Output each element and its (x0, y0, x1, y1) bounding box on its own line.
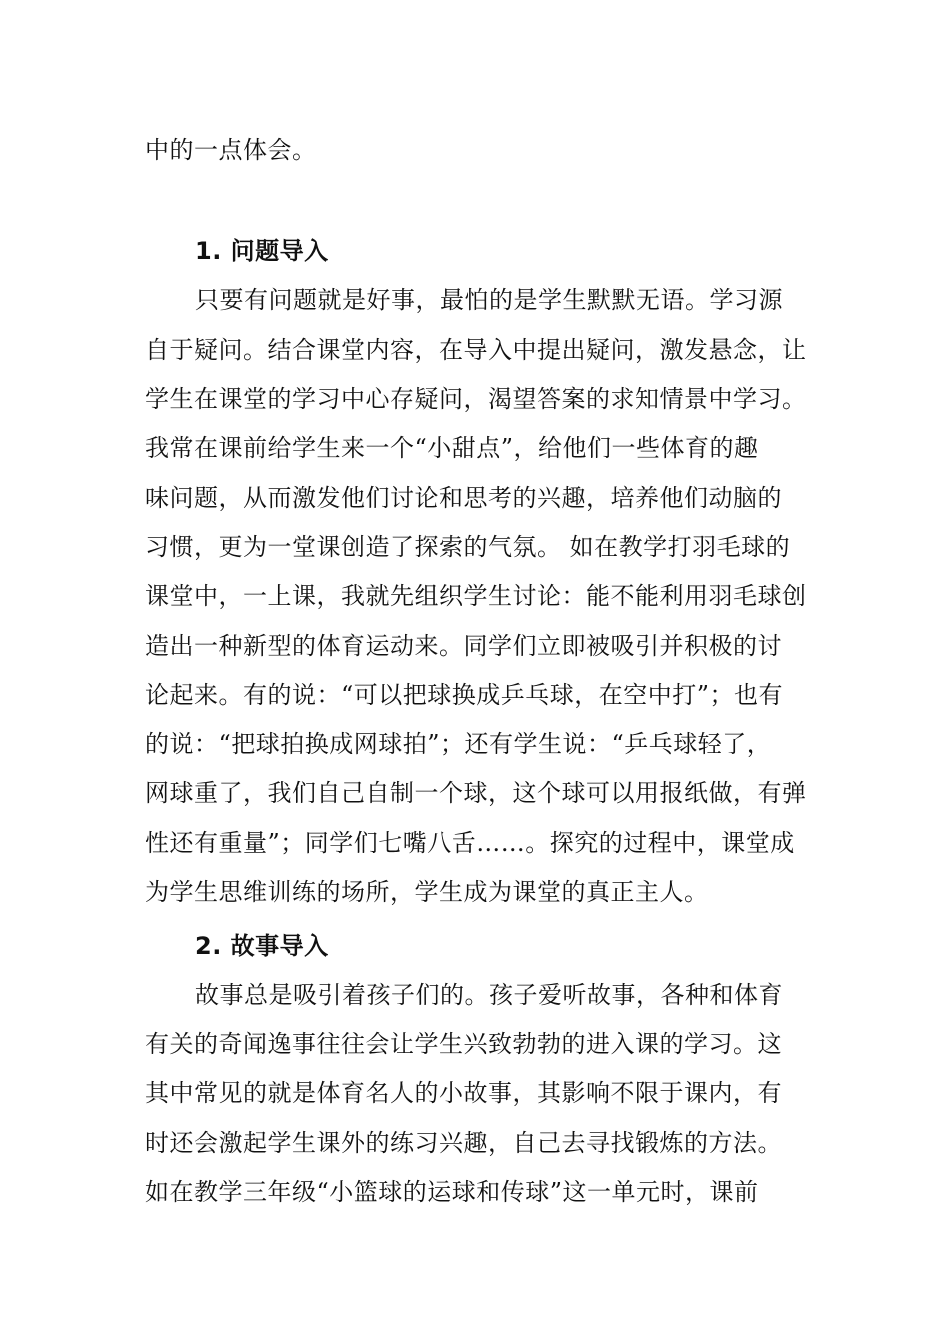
paragraph-line: 只要有问题就是好事，最怕的是学生默默无语。学习源 (195, 286, 783, 314)
paragraph-line: 为学生思维训练的场所，学生成为课堂的真正主人。 (145, 878, 709, 906)
paragraph-continuation-line: 中的一点体会。 (145, 136, 317, 164)
paragraph-line: 造出一种新型的体育运动来。同学们立即被吸引并积极的讨 (145, 632, 782, 660)
paragraph-line: 其中常见的就是体育名人的小故事，其影响不限于课内，有 (145, 1079, 782, 1107)
paragraph-line: 学生在课堂的学习中心存疑问，渴望答案的求知情景中学习。 (145, 385, 807, 413)
paragraph-line: 网球重了，我们自己自制一个球，这个球可以用报纸做，有弹 (145, 779, 807, 807)
paragraph-line: 有关的奇闻逸事往往会让学生兴致勃勃的进入课的学习。这 (145, 1030, 782, 1058)
paragraph-line: 性还有重量”；同学们七嘴八舌……。探究的过程中，课堂成 (145, 829, 795, 857)
paragraph-line: 味问题，从而激发他们讨论和思考的兴趣，培养他们动脑的 (145, 484, 782, 512)
paragraph-line: 的说：“把球拍换成网球拍”；还有学生说：“乒乓球轻了， (145, 730, 772, 758)
section-heading-story-intro: 2. 故事导入 (195, 932, 329, 960)
paragraph-line: 自于疑问。结合课堂内容，在导入中提出疑问，激发悬念，让 (145, 336, 807, 364)
paragraph-line: 我常在课前给学生来一个“小甜点”，给他们一些体育的趣 (145, 434, 759, 462)
paragraph-line: 课堂中，一上课，我就先组织学生讨论：能不能利用羽毛球创 (145, 582, 807, 610)
paragraph-line: 时还会激起学生课外的练习兴趣，自己去寻找锻炼的方法。 (145, 1129, 782, 1157)
section-heading-question-intro: 1. 问题导入 (195, 237, 329, 265)
paragraph-line: 习惯，更为一堂课创造了探索的气氛。 如在教学打羽毛球的 (145, 533, 791, 561)
paragraph-line: 故事总是吸引着孩子们的。孩子爱听故事，各种和体育 (195, 981, 783, 1009)
paragraph-line: 论起来。有的说：“可以把球换成乒乓球，在空中打”；也有 (145, 681, 784, 709)
paragraph-line: 如在教学三年级“小篮球的运球和传球”这一单元时，课前 (145, 1178, 759, 1206)
